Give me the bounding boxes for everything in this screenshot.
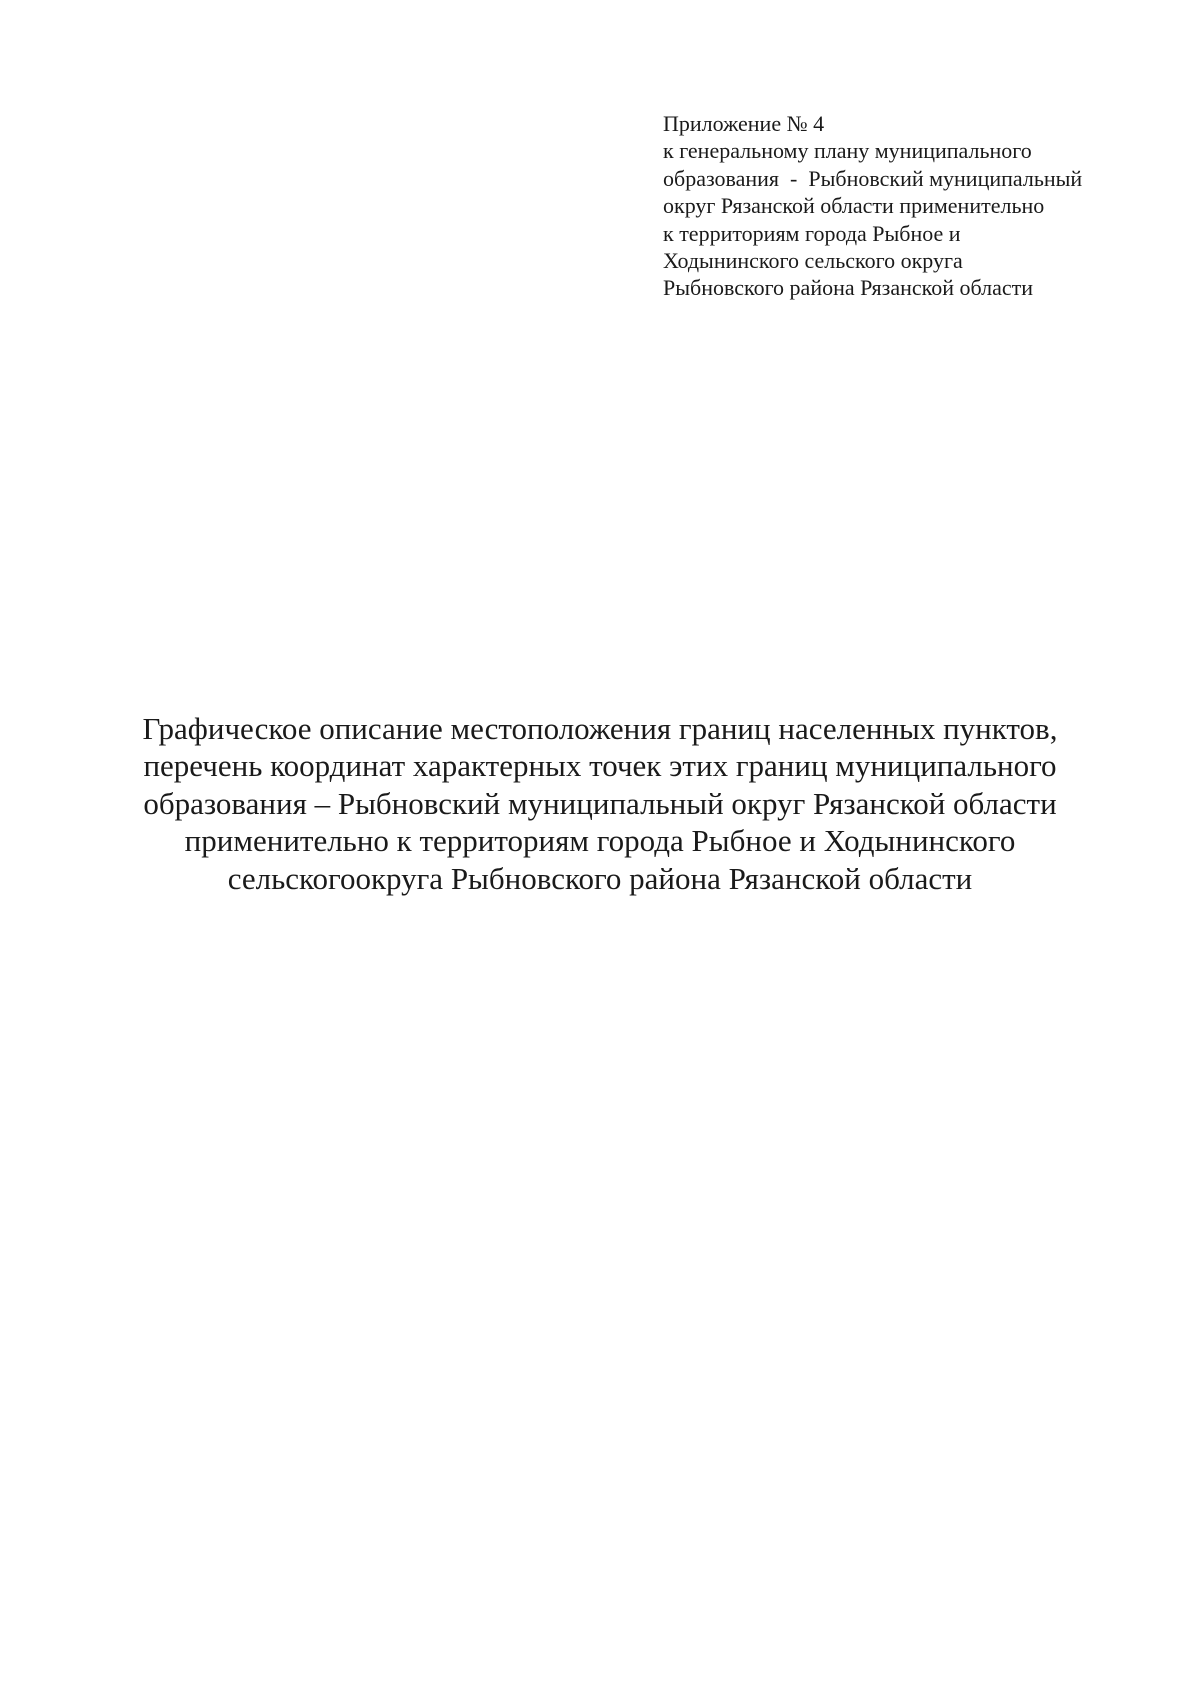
appendix-line-number: Приложение № 4	[663, 111, 825, 136]
title-line: перечень координат характерных точек этих границ муниципального	[143, 748, 1057, 784]
appendix-line: к генеральному плану муниципального	[663, 138, 1032, 164]
title-line: применительно к территориям города Рыбное и Ходынинского	[184, 823, 1016, 859]
appendix-line: Ходынинского сельского округа	[663, 248, 963, 274]
appendix-line: к территориям города Рыбное и	[663, 220, 961, 246]
title-line: Графическое описание местоположения границ населенных пунктов,	[142, 711, 1058, 746]
appendix-note	[663, 110, 1143, 302]
title-line: сельскогоокруга Рыбновского района Рязанской области	[227, 860, 973, 896]
appendix-line: образования - Рыбновский муниципальный	[663, 165, 1083, 191]
appendix-line: округ Рязанской области применительно	[663, 193, 1045, 219]
title-line: образования – Рыбновский муниципальный округ Рязанской области	[143, 785, 1057, 821]
document-title	[100, 710, 1100, 897]
appendix-line: Рыбновского района Рязанской области	[663, 275, 1034, 301]
